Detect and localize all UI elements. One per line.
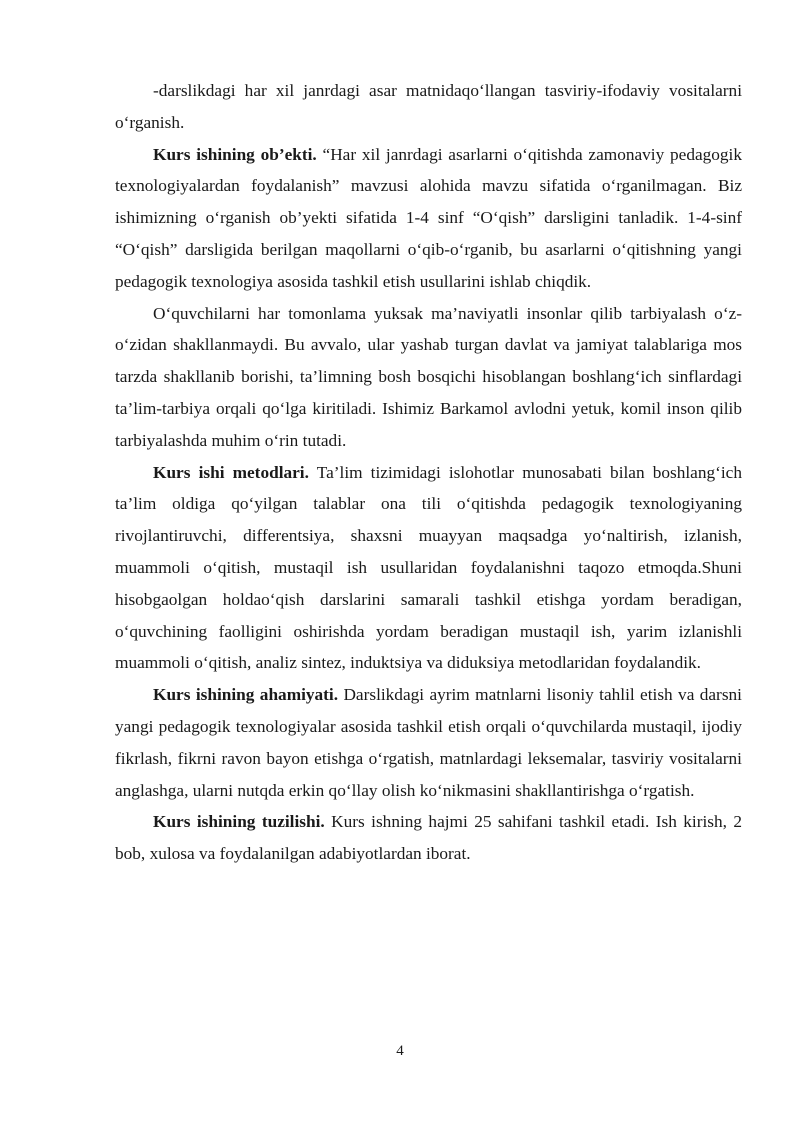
paragraph-object xyxy=(115,139,742,298)
paragraph-text: Ta’lim tizimidagi islohotlar munosabati bilan boshlang‘ich ta’lim oldiga qo‘yilgan talablar ona tili o‘qitishda pedagogik texnologiyaning rivojlantiruvchi, differentsiya, shaxsni muayyan maqsadga yo‘naltirish, izlanish, muammoli o‘qitish, mustaqil ish usullaridan foydalanishni taqozo etmoqda.Shuni hisobgaolgan holdao‘qish darslarini samarali tashkil etishga yordam beradigan, o‘quvchining faolligini oshirishda yordam beradigan mustaqil ish, yarim izlanishli muammoli o‘qitish, analiz sintez, induktsiya va diduksiya metodlaridan foydalandik. xyxy=(115,462,742,673)
paragraph-lead: Kurs ishining ob’ekti. xyxy=(153,144,317,164)
page-number: 4 xyxy=(396,1043,404,1059)
paragraph-methods xyxy=(115,457,742,680)
paragraph-lead: Kurs ishi metodlari. xyxy=(153,462,309,482)
paragraph-upbringing xyxy=(115,298,742,457)
paragraph-lead: Kurs ishining tuzilishi. xyxy=(153,812,325,832)
paragraph-objectives-end xyxy=(115,75,742,139)
document-page xyxy=(115,75,742,870)
paragraph-lead: Kurs ishining ahamiyati. xyxy=(153,685,339,705)
paragraph-text: Kurs ishning hajmi 25 sahifani tashkil etadi. Ish kirish, 2 bob, xulosa va foydalanilgan adabiyotlardan iborat. xyxy=(115,812,742,864)
paragraph-text: “Har xil janrdagi asarlarni o‘qitishda zamonaviy pedagogik texnologiyalardan foydalanish” mavzusi alohida mavzu sifatida o‘rganilmagan. Biz ishimizning o‘rganish ob’yekti sifatida 1-4 sinf “O‘qish” darsligini tanladik. 1-4-sinf “O‘qish” darsligida berilgan maqollarni o‘qib-o‘rganib, bu asarlarni o‘qitishning yangi pedagogik texnologiya asosida tashkil etish usullarini ishlab chiqdik. xyxy=(115,144,743,291)
paragraph-structure xyxy=(115,806,742,870)
paragraph-text: Darslikdagi ayrim matnlarni lisoniy tahlil etish va darsni yangi pedagogik texnologiyalar asosida tashkil etish orqali o‘quvchilarda mustaqil, ijodiy fikrlash, fikrni ravon bayon etishga o‘rgatish, matnlardagi leksemalar, tasviriy vositalarni anglashga, ularni nutqda erkin qo‘llay olish ko‘nikmasini shakllantirishga o‘rgatish. xyxy=(115,685,742,800)
paragraph-text: -darslikdagi har xil janrdagi asar matnidaqo‘llangan tasviriy-ifodaviy vositalarni o‘rganish. xyxy=(115,81,742,132)
paragraph-significance xyxy=(115,679,742,806)
paragraph-text: O‘quvchilarni har tomonlama yuksak ma’naviyatli insonlar qilib tarbiyalash o‘z-o‘zidan shakllanmaydi. Bu avvalo, ular yashab turgan davlat va jamiyat talablariga mos tarzda shakllanib borishi, ta’limning bosh bosqichi hisoblangan boshlang‘ich sinflardagi ta’lim-tarbiya orqali qo‘lga kiritiladi. Ishimiz Barkamol avlodni yetuk, komil inson qilib tarbiyalashda muhim o‘rin tutadi. xyxy=(115,303,742,450)
